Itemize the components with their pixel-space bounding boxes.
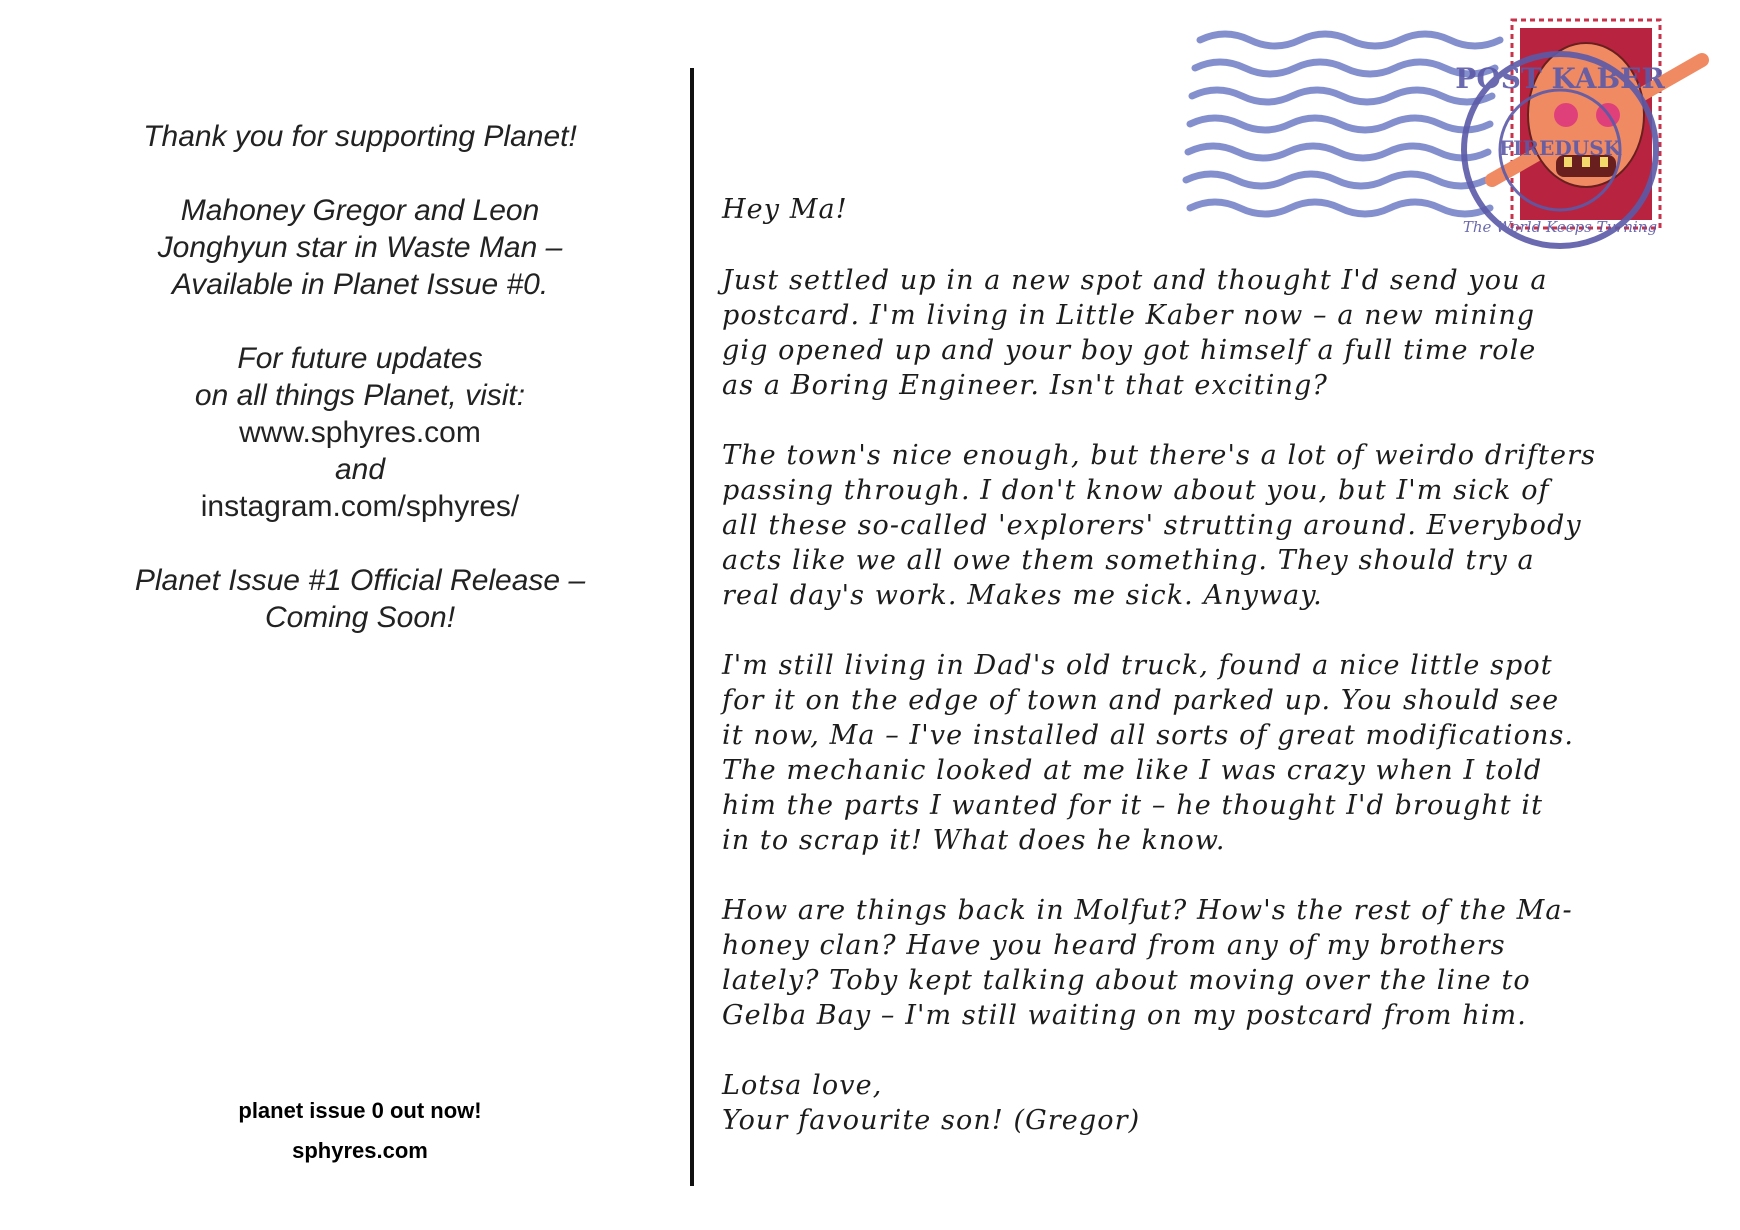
letter-greeting: Hey Ma! — [722, 194, 848, 225]
handwritten-letter — [722, 192, 1712, 1173]
letter-paragraph-2: The town's nice enough, but there's a lot of weirdo drifters passing through. I don't know about you, but I'm sick of all these so-called 'explorers' strutting around. Everybody acts like we all owe them something. They should try a real day's work. Makes me sick. Anyway. — [722, 440, 1597, 611]
instagram-link[interactable]: instagram.com/sphyres/ — [200, 490, 520, 523]
updates-text: For future updates on all things Planet, visit: www.sphyres.com and instagram.com/sphyres/ — [194, 342, 526, 523]
letter-paragraph-4: How are things back in Molfut? How's the rest of the Ma- honey clan? Have you heard from any of my brothers lately? Toby kept talking about moving over the line to Gelba Bay – I'm still waiting on my postcard from him. — [722, 895, 1573, 1031]
left-panel — [60, 118, 660, 673]
promo-site[interactable]: sphyres.com — [292, 1138, 428, 1163]
letter-paragraph-3: I'm still living in Dad's old truck, found a nice little spot for it on the edge of town and parked up. You should see it now, Ma – I've installed all sorts of great modifications. The mechanic looked at me like I was crazy when I told him the parts I wanted for it – he thought I'd brought it in to scrap it! What does he know. — [722, 650, 1575, 856]
thanks-text: Thank you for supporting Planet! — [143, 120, 577, 153]
postmark-mid-text: FIREDUSK — [1498, 136, 1622, 160]
website-link[interactable]: www.sphyres.com — [239, 416, 481, 449]
star-text: Mahoney Gregor and Leon Jonghyun star in Waste Man – Available in Planet Issue #0. — [157, 194, 563, 301]
postmark-bottom-text: The World Keeps Turning — [1462, 218, 1658, 236]
letter-paragraph-1: Just settled up in a new spot and thought I'd send you a postcard. I'm living in Little Kaber now – a new mining gig opened up and your boy got himself a full time role as a Boring Engineer. Isn't that exciting? — [722, 265, 1548, 401]
letter-closing: Lotsa love, Your favourite son! (Gregor) — [722, 1070, 1141, 1136]
postmark-top-text: POST KABER — [1455, 62, 1665, 95]
postmark-waves — [1186, 34, 1500, 214]
promo-line: planet issue 0 out now! — [238, 1098, 482, 1123]
release-text: Planet Issue #1 Official Release – Coming Soon! — [134, 564, 586, 634]
letter-signature: Your favourite son! (Gregor) — [722, 1105, 1141, 1136]
divider — [690, 68, 694, 1186]
